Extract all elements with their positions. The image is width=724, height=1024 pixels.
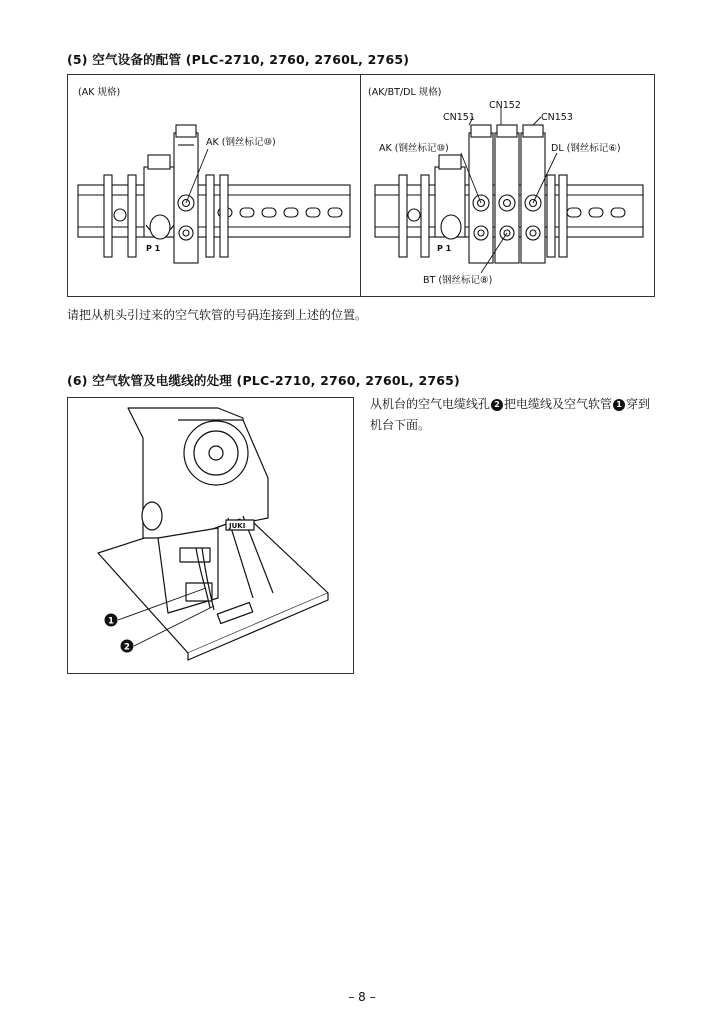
rail-slot (284, 208, 298, 217)
p1-mark: P 1 (437, 244, 452, 253)
ak-valve-diagram (68, 75, 360, 296)
dl-callout: DL (钢丝标记⑥) (551, 143, 621, 154)
section-5-heading: (5) 空气设备的配管 (PLC-2710, 2760, 2760L, 2765) (67, 52, 410, 67)
callout-2-number: 2 (124, 642, 130, 653)
brand-plate-text: JUKI (229, 522, 246, 530)
air-piping-figure-frame (67, 74, 655, 297)
sewing-machine-illustration (68, 398, 353, 673)
rail-slot (240, 208, 254, 217)
panel-right-label: (AK/BT/DL 规格) (368, 87, 442, 98)
instruction-text-part-2: 把电缆线及空气软管 (504, 397, 613, 411)
panel-left-label: (AK 规格) (78, 87, 121, 98)
instruction-text-part-1: 从机台的空气电缆线孔 (370, 397, 491, 411)
cn153-label: CN153 (541, 112, 573, 123)
callout-2-marker (121, 640, 134, 653)
cable-hole-badge: 2 (491, 399, 503, 411)
ak-callout-right: AK (钢丝标记⑩) (379, 143, 449, 154)
rail-slot (306, 208, 320, 217)
rail-slot (262, 208, 276, 217)
rail-slot (567, 208, 581, 217)
section-6-heading: (6) 空气软管及电缆线的处理 (PLC-2710, 2760, 2760L, 2765) (67, 373, 460, 388)
callout-1-number: 1 (108, 616, 114, 627)
sewing-machine-figure-frame (67, 397, 354, 674)
instruction-text-part-3: 穿到机台下面。 (370, 397, 651, 432)
rail-slot (589, 208, 603, 217)
ak-bt-dl-valve-diagram (361, 75, 655, 296)
ak-callout-left: AK (钢丝标记⑩) (206, 137, 276, 148)
section-5-caption: 请把从机头引过来的空气软管的号码连接到上述的位置。 (67, 308, 368, 322)
section-6-instruction (370, 394, 660, 436)
bt-callout: BT (钢丝标记⑧) (423, 275, 493, 286)
air-hose-badge: 1 (613, 399, 625, 411)
rail-slot (328, 208, 342, 217)
cn151-label: CN151 (443, 112, 475, 123)
p1-mark: P 1 (146, 244, 161, 253)
page-number: – 8 – (348, 990, 376, 1004)
callout-1-marker (105, 614, 118, 627)
rail-slot (611, 208, 625, 217)
cn152-label: CN152 (489, 100, 521, 111)
